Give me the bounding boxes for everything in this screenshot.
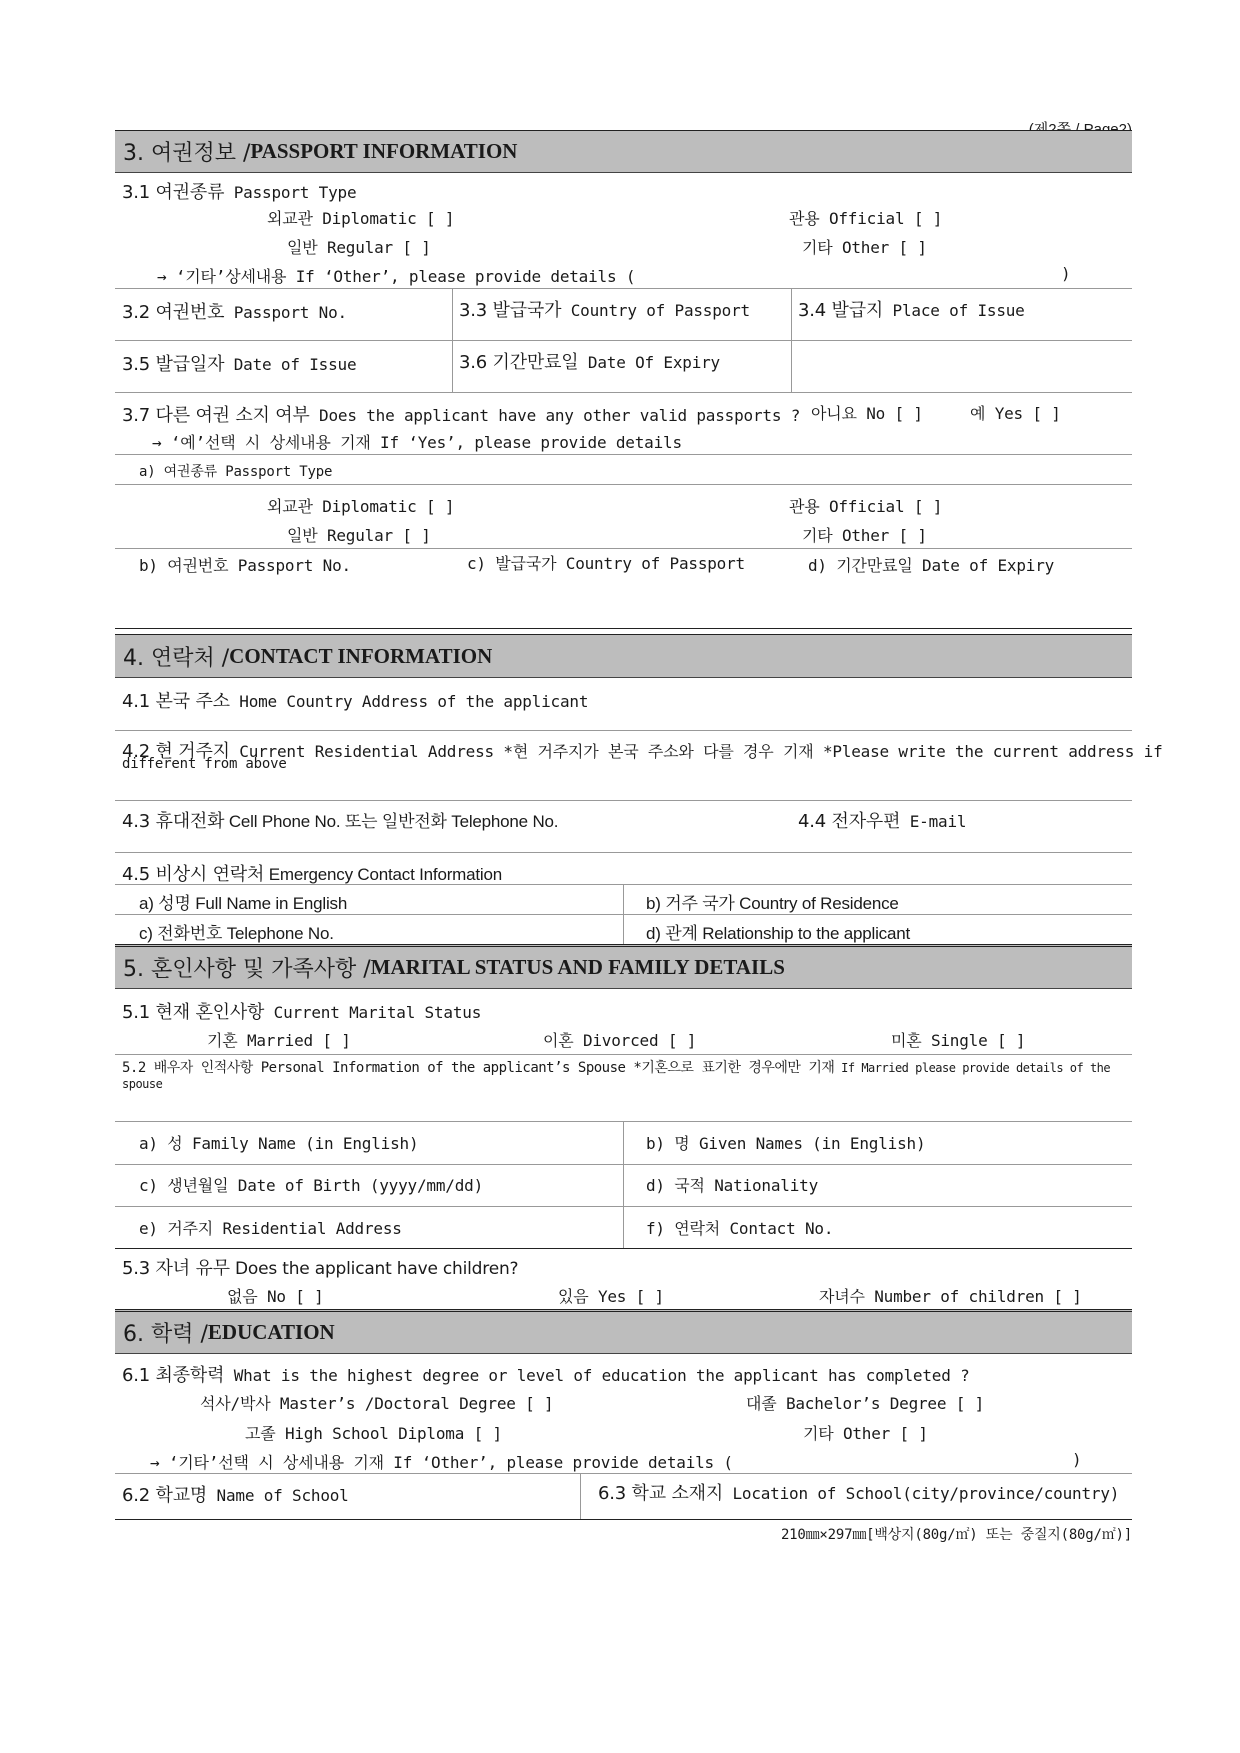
country-of-passport-field[interactable]: 3.3 발급국가 Country of Passport [459, 300, 750, 321]
phone-field[interactable]: 4.3 휴대전화 Cell Phone No. 또는 일반전화 Telephone No. [122, 811, 559, 832]
section-number: 4. 연락처 / [123, 645, 230, 671]
row-divider [115, 392, 1132, 393]
emergency-relationship-field[interactable]: d) 관계 Relationship to the applicant [646, 924, 910, 943]
date-of-issue-field[interactable]: 3.5 발급일자 Date of Issue [122, 354, 357, 375]
paper-spec-footer: 210㎜×297㎜[백상지(80g/㎡) 또는 중질지(80g/㎡)] [780, 1527, 1132, 1543]
other-passport-no[interactable]: 아니요 No [ ] [811, 404, 923, 423]
section-divider [115, 1519, 1132, 1520]
spouse-contact-field[interactable]: f) 연락처 Contact No. [646, 1219, 834, 1238]
q-other-passports: 3.7 다른 여권 소지 여부 Does the applicant have any other valid passports ? [122, 405, 801, 426]
date-of-expiry-field[interactable]: 3.6 기간만료일 Date Of Expiry [459, 352, 720, 373]
section-header-contact [115, 634, 1132, 678]
other-passport-yes[interactable]: 예 Yes [ ] [970, 404, 1061, 423]
spouse-family-name-field[interactable]: a) 성 Family Name (in English) [139, 1134, 419, 1153]
section-number: 5. 혼인사항 및 가족사항 / [123, 957, 371, 982]
section-number: 3. 여권정보 / [123, 141, 251, 166]
opt-other[interactable]: 기타 Other [ ] [802, 238, 927, 257]
col-divider [452, 288, 453, 392]
q-children: 5.3 자녀 유무 Does the applicant have children? [122, 1258, 519, 1279]
row-divider [115, 484, 1132, 485]
passport-no-field[interactable]: 3.2 여권번호 Passport No. [122, 302, 347, 323]
row-divider [115, 730, 1132, 731]
spouse-given-names-field[interactable]: b) 명 Given Names (in English) [646, 1134, 926, 1153]
other-passport-no-field[interactable]: b) 여권번호 Passport No. [139, 556, 351, 575]
col-divider [791, 288, 792, 392]
home-address-field[interactable]: 4.1 본국 주소 Home Country Address of the applicant [122, 691, 589, 712]
opt-regular[interactable]: 일반 Regular [ ] [287, 238, 431, 257]
opt-diplomatic[interactable]: 외교관 Diplomatic [ ] [267, 209, 455, 228]
row-divider [115, 454, 1132, 455]
opt-bachelor[interactable]: 대졸 Bachelor’s Degree [ ] [746, 1394, 985, 1413]
col-divider [623, 884, 624, 944]
col-divider [580, 1473, 581, 1519]
q-marital-status: 5.1 현재 혼인사항 Current Marital Status [122, 1002, 482, 1023]
other-passport-country-field[interactable]: c) 발급국가 Country of Passport [467, 554, 745, 573]
section-title: PASSPORT INFORMATION [250, 139, 518, 163]
col-divider [623, 1121, 624, 1248]
email-field[interactable]: 4.4 전자우편 E-mail [798, 811, 967, 832]
opt-high-school[interactable]: 고졸 High School Diploma [ ] [245, 1424, 502, 1443]
opt-yes-children[interactable]: 있음 Yes [ ] [558, 1287, 664, 1306]
spouse-address-field[interactable]: e) 거주지 Residential Address [139, 1219, 402, 1238]
section-title: CONTACT INFORMATION [229, 643, 493, 668]
opt-other-2[interactable]: 기타 Other [ ] [802, 526, 927, 545]
close-paren: ) [1061, 264, 1071, 283]
opt-no-children[interactable]: 없음 No [ ] [227, 1287, 324, 1306]
other-passport-expiry-field[interactable]: d) 기간만료일 Date of Expiry [808, 556, 1055, 575]
q-spouse-info: 5.2 배우자 인적사항 Personal Information of the applicant’s Spouse *기혼으로 표기한 경우에만 기재 If Married please provide details of the spouse [122, 1060, 1111, 1091]
other-details-prompt: → ‘기타’상세내용 If ‘Other’, please provide details ( [157, 267, 636, 286]
section-number: 6. 학력 / [123, 1322, 208, 1347]
emergency-name-field[interactable]: a) 성명 Full Name in English [139, 894, 348, 913]
opt-official-2[interactable]: 관용 Official [ ] [789, 497, 943, 516]
number-of-children-field[interactable]: 자녀수 Number of children [ ] [819, 1287, 1082, 1306]
opt-education-other[interactable]: 기타 Other [ ] [803, 1424, 928, 1443]
section-title: MARITAL STATUS AND FAMILY DETAILS [370, 955, 785, 979]
education-other-details: → ‘기타’선택 시 상세내용 기재 If ‘Other’, please provide details ( [150, 1453, 733, 1472]
emergency-phone-field[interactable]: c) 전화번호 Telephone No. [139, 924, 334, 943]
current-address-field[interactable]: 4.2 현 거주지 Current Residential Address *현 거주지가 본국 주소와 다를 경우 기재 *Please write the current address if [122, 741, 1163, 762]
opt-regular-2[interactable]: 일반 Regular [ ] [287, 526, 431, 545]
row-divider [115, 852, 1132, 853]
section-header-education [115, 1309, 1132, 1354]
q-passport-type: 3.1 여권종류 Passport Type [122, 182, 357, 203]
emergency-country-field[interactable]: b) 거주 국가 Country of Residence [646, 894, 899, 913]
row-divider [115, 1054, 1132, 1055]
row-divider [115, 1473, 1132, 1474]
opt-divorced[interactable]: 이혼 Divorced [ ] [543, 1031, 697, 1050]
row-divider [115, 340, 1132, 341]
opt-masters[interactable]: 석사/박사 Master’s /Doctoral Degree [ ] [200, 1394, 554, 1413]
row-divider [115, 1248, 1132, 1249]
school-location-field[interactable]: 6.3 학교 소재지 Location of School(city/province/country) [598, 1483, 1120, 1504]
row-divider [115, 800, 1132, 801]
q-emergency-contact: 4.5 비상시 연락처 Emergency Contact Information [122, 864, 502, 885]
spouse-dob-field[interactable]: c) 생년월일 Date of Birth (yyyy/mm/dd) [139, 1176, 484, 1195]
opt-single[interactable]: 미혼 Single [ ] [891, 1031, 1026, 1050]
opt-official[interactable]: 관용 Official [ ] [789, 209, 943, 228]
section-divider [115, 628, 1132, 629]
yes-details-prompt: → ‘예’선택 시 상세내용 기재 If ‘Yes’, please provide details [152, 433, 682, 452]
q-education: 6.1 최종학력 What is the highest degree or level of education the applicant has completed ? [122, 1365, 970, 1386]
opt-diplomatic-2[interactable]: 외교관 Diplomatic [ ] [267, 497, 455, 516]
place-of-issue-field[interactable]: 3.4 발급지 Place of Issue [798, 300, 1025, 321]
spouse-nationality-field[interactable]: d) 국적 Nationality [646, 1176, 819, 1195]
close-paren: ) [1072, 1450, 1082, 1469]
school-name-field[interactable]: 6.2 학교명 Name of School [122, 1485, 349, 1506]
current-address-note: different from above [122, 756, 287, 772]
section-header-passport [115, 130, 1132, 173]
other-passport-type: a) 여권종류 Passport Type [139, 464, 333, 480]
section-title: EDUCATION [207, 1320, 335, 1344]
section-header-marital [115, 944, 1132, 989]
row-divider [115, 548, 1132, 549]
row-divider [115, 288, 1132, 289]
opt-married[interactable]: 기혼 Married [ ] [207, 1031, 351, 1050]
